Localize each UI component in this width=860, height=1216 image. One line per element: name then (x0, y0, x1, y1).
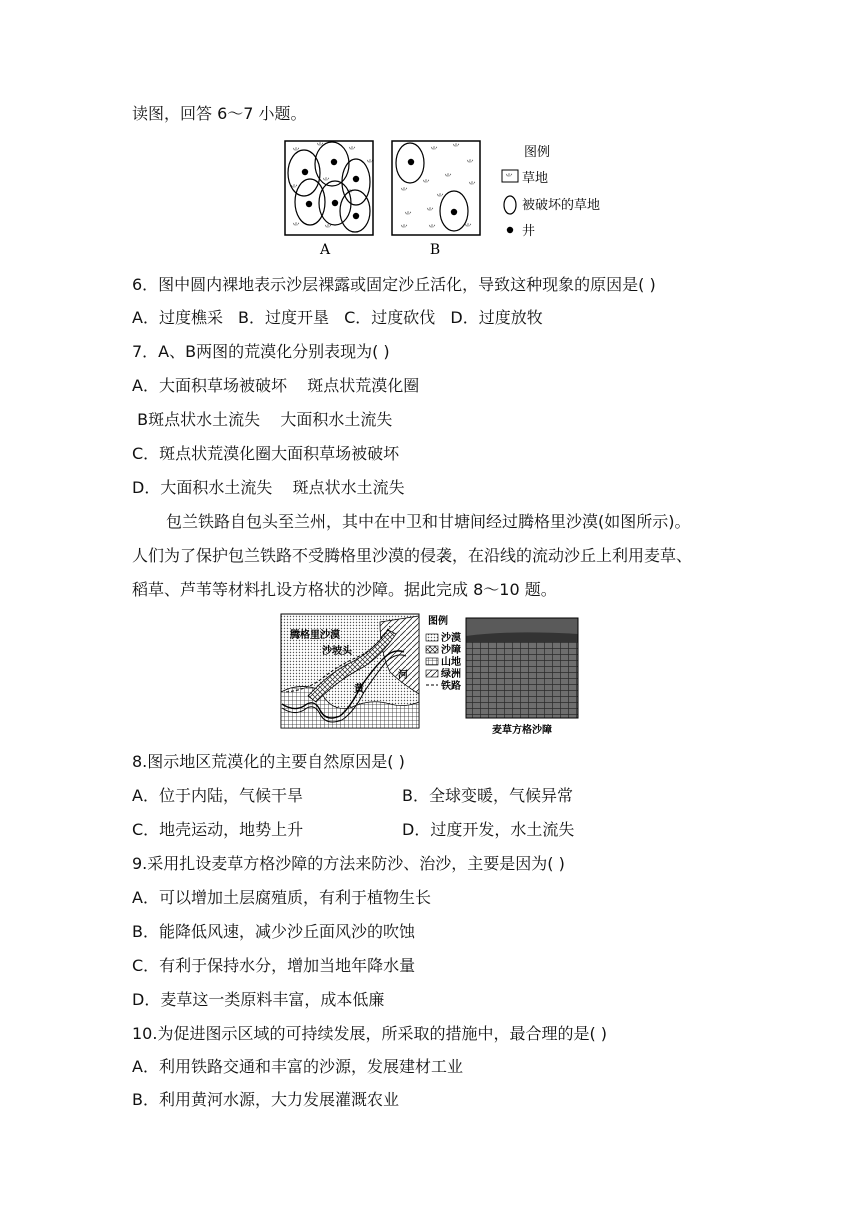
diagram-b-label: B (429, 242, 441, 258)
q7-option-b[interactable]: B斑点状水土流失 大面积水土流失 (132, 410, 393, 429)
svg-text:⺌: ⺌ (400, 224, 408, 233)
svg-text:⺌: ⺌ (366, 159, 374, 168)
map-label-desert: 腾格里沙漠 (290, 630, 340, 641)
svg-text:⺌: ⺌ (422, 179, 430, 188)
passage-line-3: 稻草、芦苇等材料扎设方格状的沙障。据此完成 8～10 题。 (132, 580, 557, 599)
svg-text:⺌: ⺌ (316, 142, 324, 151)
q9-option-b[interactable]: B．能降低风速，减少沙丘面风沙的吹蚀 (132, 922, 415, 941)
map-label-town: 沙坡头 (322, 646, 352, 657)
passage-line-2: 人们为了保护包兰铁路不受腾格里沙漠的侵袭，在沿线的流动沙丘上利用麦草、 (132, 546, 693, 565)
svg-text:⺌: ⺌ (292, 147, 300, 156)
q8-option-c[interactable]: C．地壳运动，地势上升 (132, 820, 304, 839)
intro-text: 读图，回答 6～7 小题。 (132, 104, 307, 123)
svg-text:⺌: ⺌ (430, 146, 438, 155)
passage-line-1: 包兰铁路自包头至兰州，其中在中卫和甘塘间经过腾格里沙漠(如图所示)。 (166, 512, 691, 531)
svg-text:⺌: ⺌ (400, 187, 408, 196)
q10-stem: 10.为促进图示区域的可持续发展，所采取的措施中，最合理的是( ) (132, 1024, 608, 1043)
svg-text:⺌: ⺌ (466, 159, 474, 168)
svg-text:⺌: ⺌ (428, 224, 436, 233)
svg-text:⺌: ⺌ (426, 207, 434, 216)
legend-grass-label: 草地 (522, 171, 549, 186)
svg-text:⺌: ⺌ (505, 173, 513, 182)
svg-text:⺌: ⺌ (290, 184, 298, 193)
q8-option-a[interactable]: A．位于内陆，气候干旱 (132, 786, 303, 805)
map-legend-title: 图例 (428, 616, 448, 627)
q6-option-c[interactable]: C．过度砍伐 (344, 308, 436, 327)
q6-option-a[interactable]: A．过度樵采 (132, 308, 223, 327)
svg-text:⺌: ⺌ (452, 143, 460, 152)
legend-damaged-label: 被破坏的草地 (522, 198, 601, 213)
q6-option-b[interactable]: B．过度开垦 (238, 308, 330, 327)
q9-option-c[interactable]: C．有利于保持水分，增加当地年降水量 (132, 956, 416, 975)
q8-option-d[interactable]: D．过度开发，水土流失 (402, 820, 575, 839)
svg-text:⺌: ⺌ (324, 224, 332, 233)
legend-well-swatch (507, 227, 513, 233)
svg-text:⺌: ⺌ (464, 223, 472, 232)
svg-text:⺌: ⺌ (468, 181, 476, 190)
map-legend-oasis: 绿洲 (441, 669, 461, 680)
photo-caption: 麦草方格沙障 (492, 725, 552, 736)
q10-option-a[interactable]: A．利用铁路交通和丰富的沙源，发展建材工业 (132, 1057, 463, 1076)
svg-text:⺌: ⺌ (444, 173, 452, 182)
svg-text:⺌: ⺌ (404, 211, 412, 220)
q7-option-a[interactable]: A．大面积草场被破坏 斑点状荒漠化圈 (132, 376, 420, 395)
q7-option-c[interactable]: C．斑点状荒漠化圈大面积草场被破坏 (132, 444, 400, 463)
figure-grassland (280, 136, 620, 260)
map-legend-mountain: 山地 (441, 657, 461, 668)
legend-damaged-swatch (504, 196, 516, 214)
svg-text:⺌: ⺌ (322, 177, 330, 186)
q9-stem: 9.采用扎设麦草方格沙障的方法来防沙、治沙，主要是因为( ) (132, 854, 565, 873)
diagram-a-label: A (319, 242, 331, 258)
map-label-river-2: 河 (398, 670, 408, 681)
legend-title: 图例 (524, 145, 551, 160)
q10-option-b[interactable]: B．利用黄河水源，大力发展灌溉农业 (132, 1090, 399, 1109)
map-legend-barrier: 沙障 (441, 645, 461, 656)
q7-option-d[interactable]: D．大面积水土流失 斑点状水土流失 (132, 478, 405, 497)
q6-stem: 6．图中圆内裸地表示沙层裸露或固定沙丘活化，导致这种现象的原因是( ) (132, 275, 656, 294)
map-label-river-1: 黄 (354, 684, 364, 695)
q9-option-a[interactable]: A．可以增加土层腐殖质，有利于植物生长 (132, 888, 431, 907)
q6-options (132, 308, 553, 328)
q7-stem: 7．A、B两图的荒漠化分别表现为( ) (132, 342, 390, 361)
svg-text:⺌: ⺌ (346, 189, 354, 198)
straw-grid-photo (466, 618, 578, 718)
q8-option-b[interactable]: B．全球变暖，气候异常 (402, 786, 573, 805)
svg-text:⺌: ⺌ (292, 222, 300, 231)
svg-text:⺌: ⺌ (436, 193, 444, 202)
q6-option-d[interactable]: D．过度放牧 (450, 308, 543, 327)
q8-stem: 8.图示地区荒漠化的主要自然原因是( ) (132, 752, 405, 771)
q9-option-d[interactable]: D．麦草这一类原料丰富，成本低廉 (132, 990, 385, 1009)
figure-tengger-map (280, 612, 580, 738)
svg-text:⺌: ⺌ (348, 146, 356, 155)
map-legend-railway: 铁路 (441, 681, 461, 692)
legend-well-label: 井 (522, 224, 536, 239)
map-legend-desert: 沙漠 (441, 633, 461, 644)
